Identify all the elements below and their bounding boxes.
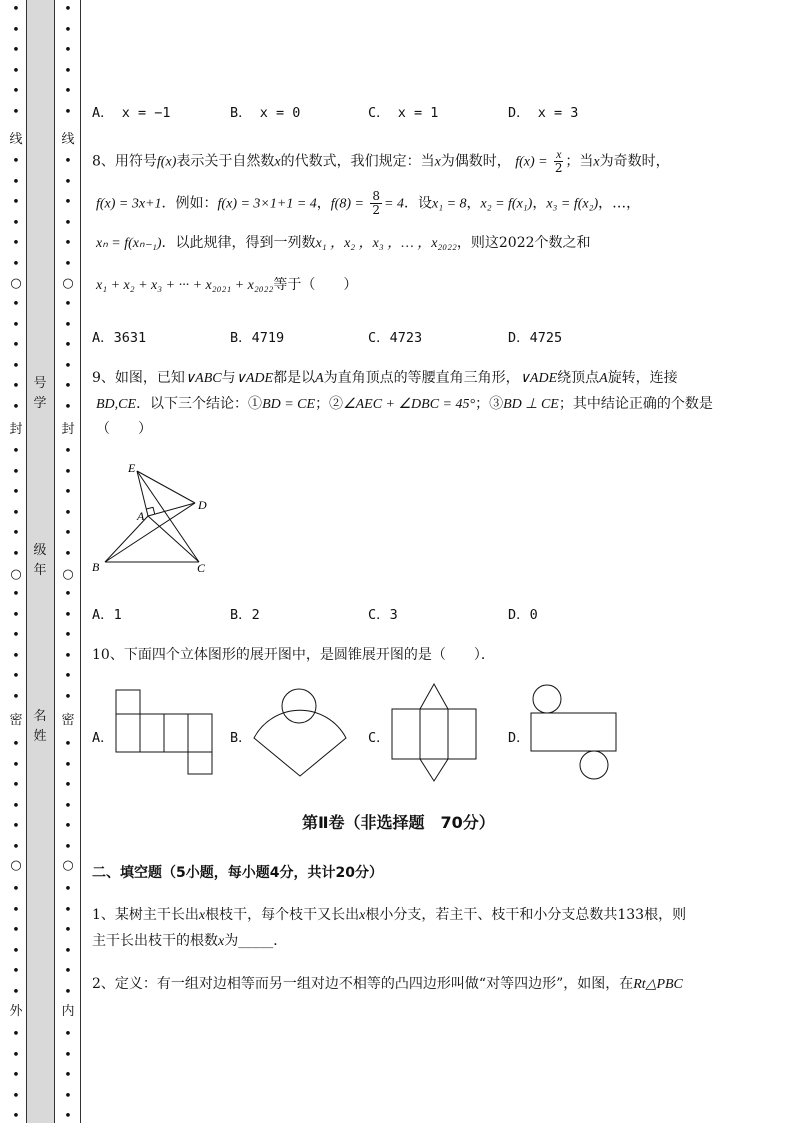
q10-label-b: B．	[230, 730, 252, 746]
fill-in-section-title: 二、填空题（5小题，每小题4分，共计20分）	[92, 865, 383, 881]
right-dot-column-8: • • • • •	[64, 1027, 72, 1124]
q7-option-a: A． x = −1	[92, 105, 171, 121]
part2-title: 第Ⅱ卷（非选择题 70分）	[302, 813, 495, 832]
q8-option-d: D．4725	[508, 330, 563, 346]
strip-label-ming: 名	[33, 709, 47, 724]
left-dot-column-8: • • • • •	[12, 1027, 20, 1124]
strip-label-hao: 号	[33, 376, 47, 391]
q10-net-d-cylinder	[528, 683, 620, 783]
strip-label-xing: 姓	[33, 729, 47, 744]
q8-line-4: x₁ + x₂ + x₃ + ··· + x₂₀₂₁ + x₂₀₂₂等于（ ）	[96, 277, 358, 293]
fill-q1-line-1: 1、某树主干长出x根枝干，每个枝干又长出x根小分支，若主干、枝干和小分支总数共133根，则	[92, 907, 687, 923]
strip-label-nian: 年	[33, 563, 47, 578]
q8-line-1: 8、用符号f(x)表示关于自然数x的代数式，我们规定：当x为偶数时， f(x) = $\frac{x}{2}$ ；当x为奇数时，	[92, 147, 670, 175]
q10-label-d: D．	[508, 730, 530, 746]
q10-label-c: C．	[368, 730, 390, 746]
q10-stem: 10、下面四个立体图形的展开图中，是圆锥展开图的是（ ）．	[92, 647, 495, 663]
gutter-circle-left-3: ○	[6, 858, 26, 874]
q10-net-c-prism	[388, 682, 480, 784]
q9-triangle-figure	[88, 458, 228, 578]
right-dot-column-5: • • • • • •	[64, 587, 72, 705]
q10-net-a-cube	[112, 688, 216, 778]
q10-label-a: A．	[92, 730, 114, 746]
gutter-label-xian-right: 线	[58, 132, 78, 148]
strip-label-ji: 级	[33, 543, 47, 558]
left-dot-column-3: • • • • • •	[12, 297, 20, 415]
right-dot-column-4: • • • • • •	[64, 444, 72, 562]
gutter-circle-left-1: ○	[6, 276, 26, 292]
gutter-circle-left-2: ○	[6, 567, 26, 583]
gutter-label-xian-left: 线	[6, 132, 26, 148]
q8-option-b: B．4719	[230, 330, 285, 346]
gray-binding-strip	[26, 0, 55, 1123]
gutter-label-feng-right: 封	[58, 422, 78, 438]
q8-option-a: A．3631	[92, 330, 147, 346]
q8-line-3: xₙ = f(xₙ₋₁)．以此规律，得到一列数x₁ ，x₂ ，x₃ ，… ，x₂₀₂₂，则这2022个数之和	[96, 235, 591, 251]
label-D: D	[198, 498, 207, 512]
right-dot-column-6: • • • • • •	[64, 737, 72, 855]
right-dot-column-2: • • • • • •	[64, 154, 72, 272]
left-dot-column-5: • • • • • •	[12, 587, 20, 705]
q9-line-1: 9、如图，已知∨ABC与∨ADE都是以A为直角顶点的等腰直角三角形，∨ADE绕顶点A旋转，连接	[92, 370, 678, 386]
q8-option-c: C．4723	[368, 330, 423, 346]
q9-option-b: B．2	[230, 607, 260, 623]
gutter-label-mi-left: 密	[6, 713, 26, 729]
label-B: B	[92, 560, 100, 574]
gutter-label-feng-left: 封	[6, 422, 26, 438]
label-C: C	[197, 561, 206, 575]
right-dot-column-7: • • • • • •	[64, 882, 72, 1000]
label-E: E	[128, 461, 136, 475]
label-A: A	[137, 509, 145, 523]
q8-fraction-x-over-2: $\frac{x}{2}$	[554, 147, 563, 175]
left-dot-column-6: • • • • • •	[12, 737, 20, 855]
q7-option-c: C． x = 1	[368, 105, 439, 121]
segment-AD	[148, 503, 195, 516]
q7-option-b: B． x = 0	[230, 105, 301, 121]
right-dot-column-1: • • • • • •	[64, 2, 72, 120]
right-dot-column-3: • • • • • •	[64, 297, 72, 415]
gutter-circle-right-3: ○	[58, 858, 78, 874]
segment-AC	[148, 516, 199, 562]
left-dot-column-2: • • • • • •	[12, 154, 20, 272]
q9-option-a: A．1	[92, 607, 122, 623]
q9-option-d: D．0	[508, 607, 538, 623]
q7-option-d: D． x = 3	[508, 105, 579, 121]
q8-fraction-8-over-2: $\frac{8}{2}$	[372, 189, 381, 217]
q8-line-2: f(x) = 3x+1．例如：f(x) = 3×1+1 = 4，f(8) = $\frac{8}{2}$ = 4．设x₁ = 8，x₂ = f(x₁)，x₃ = f(x₂)，…，	[96, 189, 641, 217]
q9-line-2: BD,CE．以下三个结论：①BD = CE；②∠AEC + ∠DBC = 45°；③BD ⊥ CE；其中结论正确的个数是	[96, 396, 713, 412]
segment-BD	[105, 503, 195, 562]
gutter-label-mi-right: 密	[58, 713, 78, 729]
left-dot-column-1: • • • • • •	[12, 2, 20, 120]
gutter-label-wai: 外	[6, 1004, 26, 1020]
segment-ED	[137, 471, 195, 503]
gutter-border-line	[80, 0, 81, 1123]
q10-net-b-cone	[250, 686, 352, 780]
left-dot-column-7: • • • • • •	[12, 882, 20, 1000]
q9-option-c: C．3	[368, 607, 398, 623]
strip-label-xue: 学	[33, 396, 47, 411]
fill-q2-line-1: 2、定义：有一组对边相等而另一组对边不相等的凸四边形叫做“对等四边形”，如图，在Rt△PBC	[92, 976, 683, 992]
gutter-circle-right-1: ○	[58, 276, 78, 292]
segment-EC	[137, 471, 199, 562]
fill-q1-line-2: 主干长出枝干的根数x为_____．	[92, 933, 288, 949]
gutter-circle-right-2: ○	[58, 567, 78, 583]
binding-gutter	[0, 0, 82, 1123]
left-dot-column-4: • • • • • •	[12, 444, 20, 562]
gutter-label-nei: 内	[58, 1004, 78, 1020]
q9-line-3: （ ）	[96, 421, 152, 437]
